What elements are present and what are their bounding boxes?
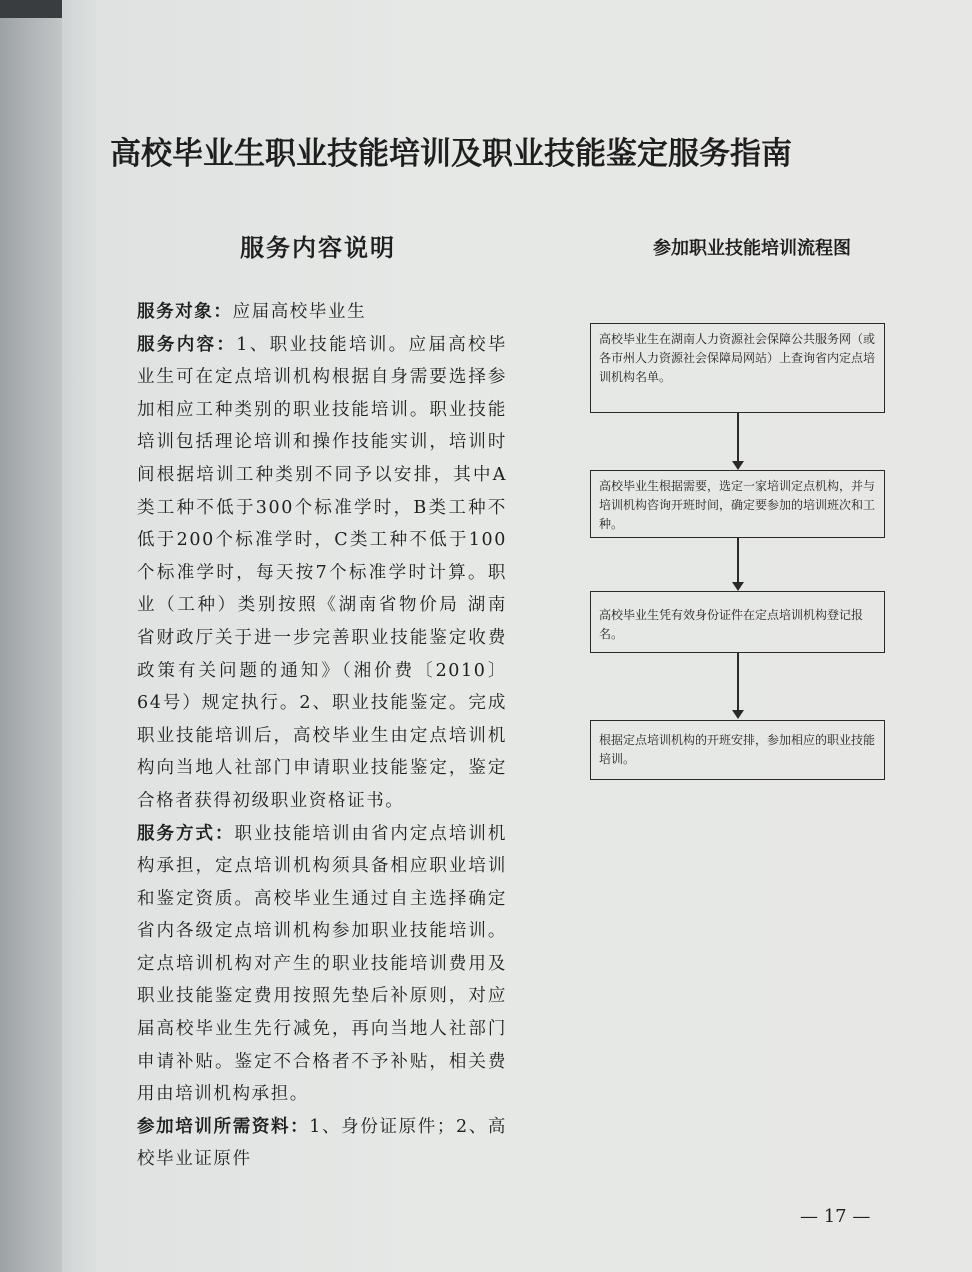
flow-arrow-line xyxy=(737,653,739,712)
flow-arrow-head xyxy=(732,710,744,719)
flow-step-1: 高校毕业生在湖南人力资源社会保障公共服务网（或各市州人力资源社会保障局网站）上查询省内定点培训机构名单。 xyxy=(590,323,885,413)
book-binding xyxy=(0,0,62,1272)
paragraph-label: 服务对象： xyxy=(137,302,233,322)
flow-step-4: 根据定点培训机构的开班安排，参加相应的职业技能培训。 xyxy=(590,720,885,780)
flow-arrow-head xyxy=(732,461,744,470)
flow-step-3: 高校毕业生凭有效身份证件在定点培训机构登记报名。 xyxy=(590,591,885,653)
paragraph-text: 1、职业技能培训。应届高校毕业生可在定点培训机构根据自身需要选择参加相应工种类别的职业技能培训。职业技能培训包括理论培训和操作技能实训，培训时间根据培训工种类别不同予以安排，其中A类工种不低于300个标准学时，B类工种不低于200个标准学时，C类工种不低于100个标准学时，每天按7个标准学时计算。职业（工种）类别按照《湖南省物价局 湖南省财政厅关于进一步完善职业技能鉴定收费政策有关问题的通知》（湘价费〔2010〕64号）规定执行。2、职业技能鉴定。完成职业技能培训后，高校毕业生由定点培训机构向当地人社部门申请职业技能鉴定，鉴定合格者获得初级职业资格证书。 xyxy=(137,334,507,811)
flow-step-2: 高校毕业生根据需要，选定一家培训定点机构，并与培训机构咨询开班时间，确定要参加的培训班次和工种。 xyxy=(590,470,885,538)
flow-arrow-line xyxy=(737,538,739,584)
section-title: 服务内容说明 xyxy=(240,233,396,262)
document-title: 高校毕业生职业技能培训及职业技能鉴定服务指南 xyxy=(110,136,792,172)
paragraph-label: 服务方式： xyxy=(137,823,235,844)
paragraph-text: 职业技能培训由省内定点培训机构承担，定点培训机构须具备相应职业培训和鉴定资质。高校毕业生通过自主选择确定省内各级定点培训机构参加职业技能培训。定点培训机构对产生的职业技能培训费用及职业技能鉴定费用按照先垫后补原则，对应届高校毕业生先行减免，再向当地人社部门申请补贴。鉴定不合格者不予补贴，相关费用由培训机构承担。 xyxy=(137,823,508,1105)
paragraph-service-content xyxy=(137,329,507,818)
paragraph-text: 应届高校毕业生 xyxy=(232,302,367,322)
paragraph-service-method xyxy=(137,818,507,1111)
page-number: — 17 — xyxy=(800,1206,871,1227)
flow-arrow-line xyxy=(737,413,739,463)
paragraph-required-materials xyxy=(137,1111,507,1176)
flowchart-title: 参加职业技能培训流程图 xyxy=(653,238,851,259)
paragraph-text: 1、身份证原件；2、高校毕业证原件 xyxy=(137,1116,507,1170)
paragraph-label: 服务内容： xyxy=(137,334,237,355)
paragraph-label: 参加培训所需资料： xyxy=(137,1116,310,1137)
service-description xyxy=(137,296,507,1176)
paragraph-service-target xyxy=(137,296,507,329)
flow-arrow-head xyxy=(732,582,744,591)
